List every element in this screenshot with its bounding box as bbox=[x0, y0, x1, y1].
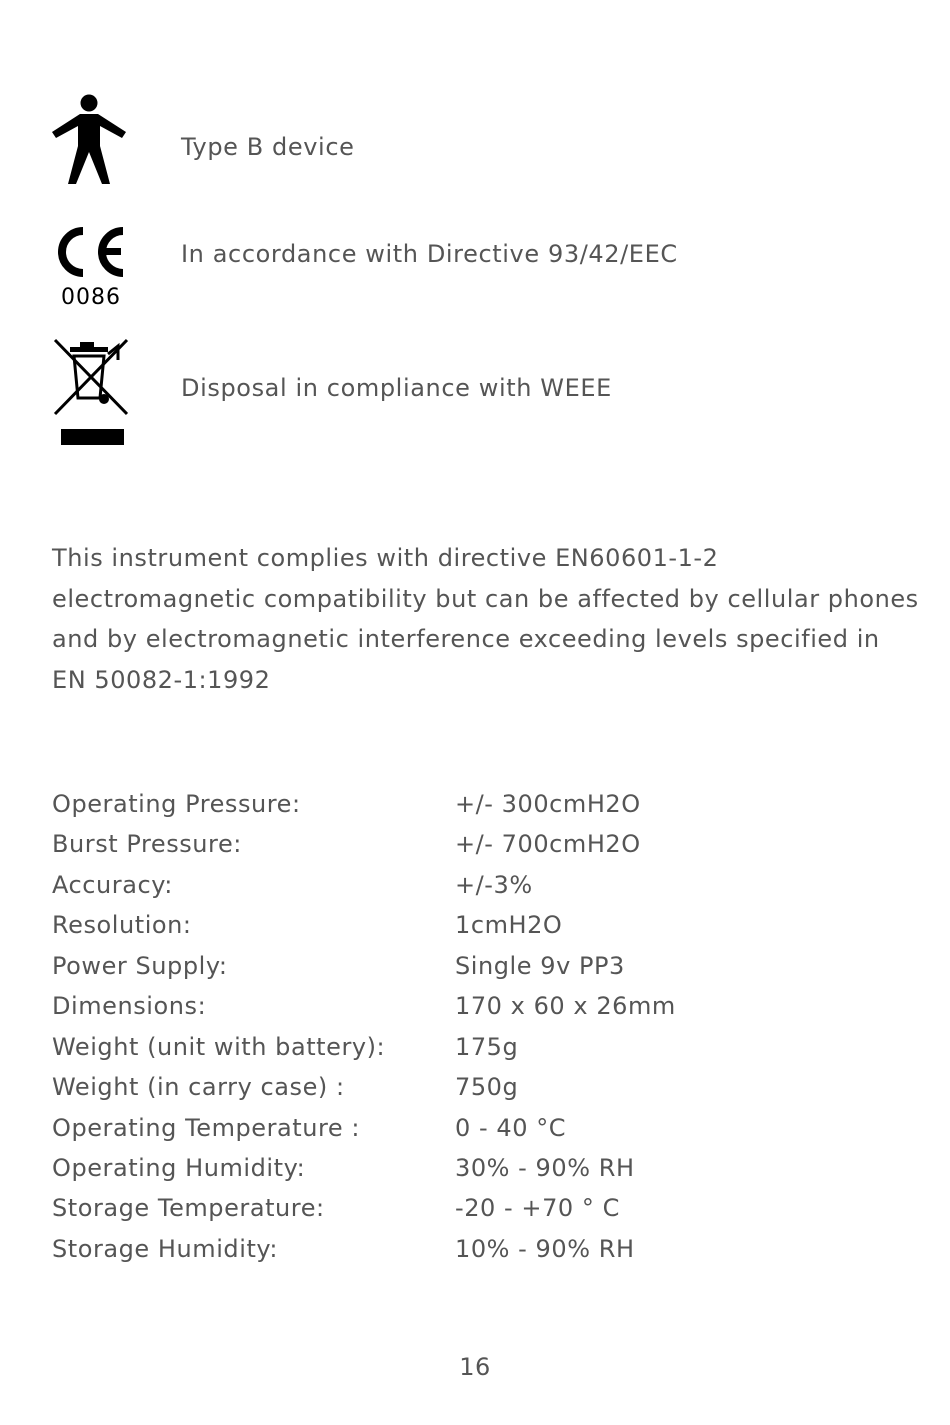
compliance-line: EN 50082-1:1992 bbox=[52, 665, 271, 694]
spec-value: +/- 300cmH2O bbox=[455, 790, 641, 818]
spec-value: Single 9v PP3 bbox=[455, 951, 625, 980]
spec-label: Weight (in carry case) : bbox=[52, 1073, 345, 1102]
spec-row bbox=[52, 865, 852, 905]
spec-value: 10% - 90% RH bbox=[455, 1234, 635, 1263]
compliance-line: and by electromagnetic interference exceeding levels specified in bbox=[52, 625, 880, 653]
spec-value: -20 - +70 ° C bbox=[455, 1194, 620, 1223]
specifications-table bbox=[52, 784, 852, 1269]
spec-label: Burst Pressure: bbox=[52, 830, 242, 859]
type-b-device-label: Type B device bbox=[181, 133, 355, 161]
spec-label: Power Supply: bbox=[52, 951, 228, 980]
weee-label: Disposal in compliance with WEEE bbox=[181, 374, 612, 402]
spec-value: 170 x 60 x 26mm bbox=[455, 992, 676, 1021]
spec-label: Weight (unit with battery): bbox=[52, 1032, 386, 1061]
weee-crossed-bin-icon bbox=[52, 336, 130, 448]
spec-row bbox=[52, 1108, 852, 1148]
page-number: 16 bbox=[459, 1353, 491, 1381]
spec-value: 750g bbox=[455, 1073, 519, 1102]
spec-value: +/- 700cmH2O bbox=[455, 830, 641, 859]
spec-row bbox=[52, 905, 852, 945]
spec-value: 175g bbox=[455, 1032, 519, 1061]
spec-label: Operating Humidity: bbox=[52, 1153, 306, 1182]
spec-label: Dimensions: bbox=[52, 992, 207, 1021]
spec-row bbox=[52, 1027, 852, 1067]
spec-row bbox=[52, 946, 852, 986]
compliance-line: electromagnetic compatibility but can be affected by cellular phones bbox=[52, 584, 919, 613]
spec-row bbox=[52, 1148, 852, 1188]
compliance-line: This instrument complies with directive EN60601-1-2 bbox=[52, 544, 719, 572]
notified-body-number: 0086 bbox=[61, 285, 121, 310]
spec-row bbox=[52, 824, 852, 864]
emc-compliance-paragraph bbox=[52, 538, 922, 700]
directive-label: In accordance with Directive 93/42/EEC bbox=[181, 240, 678, 268]
spec-value: 1cmH2O bbox=[455, 911, 563, 940]
spec-label: Storage Temperature: bbox=[52, 1194, 325, 1223]
spec-row bbox=[52, 1067, 852, 1107]
spec-label: Operating Temperature : bbox=[52, 1113, 361, 1142]
type-b-person-icon bbox=[50, 94, 128, 186]
spec-value: +/-3% bbox=[455, 870, 533, 899]
spec-value: 0 - 40 °C bbox=[455, 1113, 567, 1142]
spec-row bbox=[52, 784, 852, 824]
spec-label: Resolution: bbox=[52, 911, 192, 940]
spec-label: Storage Humidity: bbox=[52, 1234, 279, 1263]
spec-row bbox=[52, 1188, 852, 1228]
spec-label: Operating Pressure: bbox=[52, 790, 301, 818]
spec-row bbox=[52, 1229, 852, 1269]
ce-mark-icon bbox=[51, 226, 127, 278]
spec-row bbox=[52, 986, 852, 1026]
spec-value: 30% - 90% RH bbox=[455, 1153, 635, 1182]
spec-label: Accuracy: bbox=[52, 870, 173, 899]
